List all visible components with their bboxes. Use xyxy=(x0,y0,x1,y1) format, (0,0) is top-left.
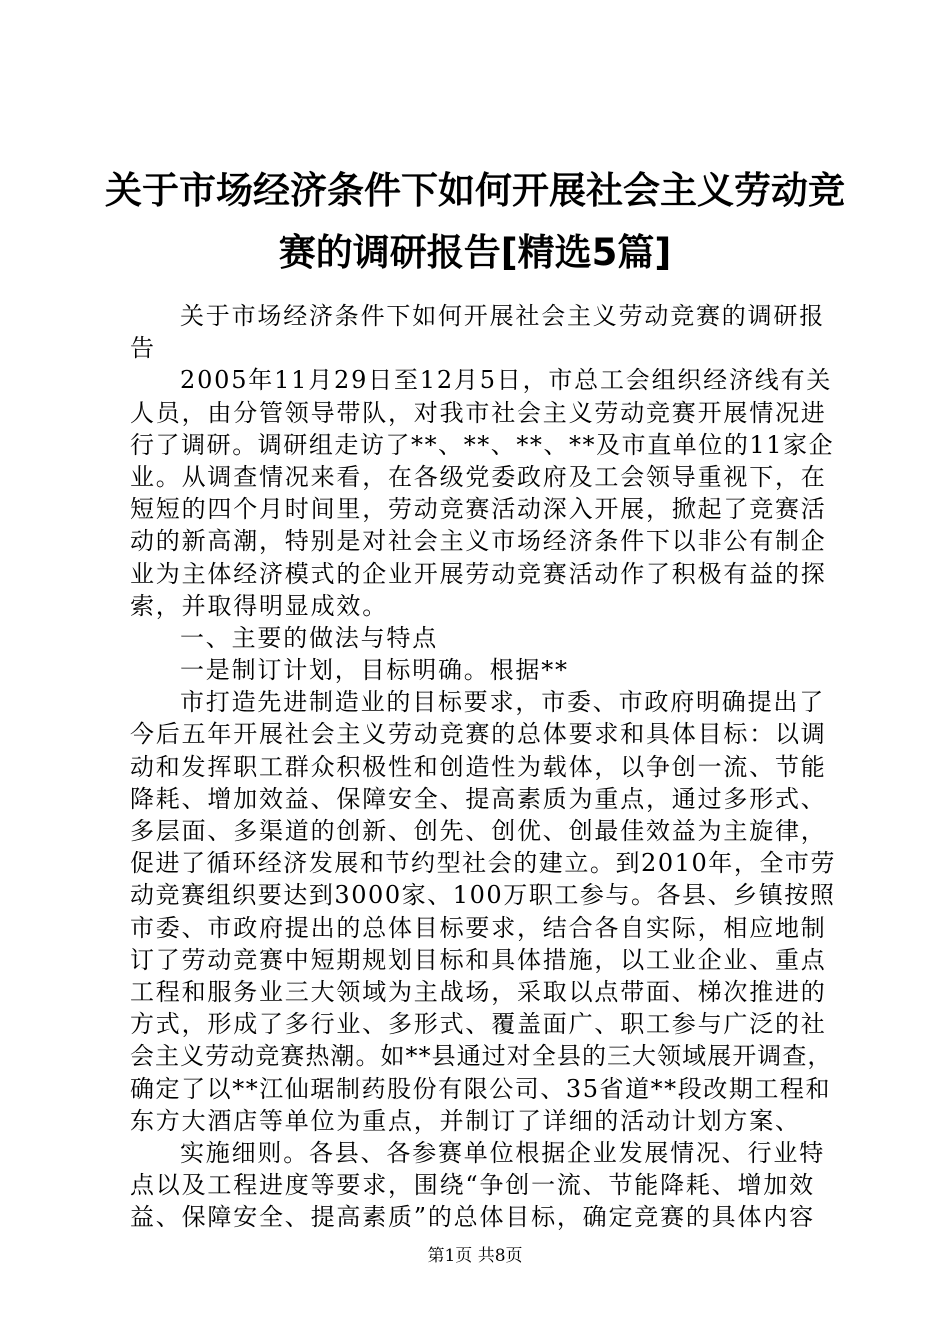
body-line: 会主义劳动竞赛热潮。如**县通过对全县的三大领域展开调查， xyxy=(130,1042,833,1071)
body-line: 短短的四个月时间里，劳动竞赛活动深入开展，掀起了竞赛活 xyxy=(130,495,827,524)
body-line: 促进了循环经济发展和节约型社会的建立。到2010年，全市劳 xyxy=(130,849,837,878)
body-line: 市委、市政府提出的总体目标要求，结合各自实际，相应地制 xyxy=(130,913,827,942)
body-line: 市打造先进制造业的目标要求，市委、市政府明确提出了 xyxy=(180,688,825,717)
body-line: 方式，形成了多行业、多形式、覆盖面广、职工参与广泛的社 xyxy=(130,1010,827,1039)
body-line: 一、主要的做法与特点 xyxy=(180,623,438,652)
body-line: 动和发挥职工群众积极性和创造性为载体，以争创一流、节能 xyxy=(130,752,827,781)
body-line: 关于市场经济条件下如何开展社会主义劳动竞赛的调研报 xyxy=(180,302,825,330)
body-line: 降耗、增加效益、保障安全、提高素质为重点，通过多形式、 xyxy=(130,784,827,813)
body-line: 人员，由分管领导带队，对我市社会主义劳动竞赛开展情况进 xyxy=(130,398,827,427)
body-line: 行了调研。调研组走访了**、**、**、**及市直单位的11家企 xyxy=(130,430,835,459)
body-line: 确定了以**江仙琚制药股份有限公司、35省道**段改期工程和 xyxy=(130,1074,832,1103)
body-line: 告 xyxy=(130,334,156,363)
body-line: 一是制订计划，目标明确。根据** xyxy=(180,656,569,685)
title-line-2: 赛的调研报告[精选5篇] xyxy=(278,231,672,274)
body-line: 业为主体经济模式的企业开展劳动竞赛活动作了积极有益的探 xyxy=(130,559,827,588)
body-line: 实施细则。各县、各参赛单位根据企业发展情况、行业特 xyxy=(180,1138,825,1167)
body-line: 东方大酒店等单位为重点，并制订了详细的活动计划方案、 xyxy=(130,1106,801,1135)
body-line: 益、保障安全、提高素质”的总体目标，确定竞赛的具体内容 xyxy=(130,1203,815,1232)
body-line: 点以及工程进度等要求，围绕“争创一流、节能降耗、增加效 xyxy=(130,1171,815,1200)
body-line: 订了劳动竞赛中短期规划目标和具体措施，以工业企业、重点 xyxy=(130,945,827,974)
body-line: 工程和服务业三大领域为主战场，采取以点带面、梯次推进的 xyxy=(130,977,827,1006)
body-line: 索，并取得明显成效。 xyxy=(130,591,388,620)
title-line-1: 关于市场经济条件下如何开展社会主义劳动竞 xyxy=(105,169,845,212)
body-line: 今后五年开展社会主义劳动竞赛的总体要求和具体目标：以调 xyxy=(130,720,827,749)
body-line: 多层面、多渠道的创新、创先、创优、创最佳效益为主旋律， xyxy=(130,817,827,845)
body-line: 2005年11月29日至12月5日，市总工会组织经济线有关 xyxy=(180,366,833,395)
page-footer: 第1页 共8页 xyxy=(427,1246,523,1266)
body-line: 业。从调查情况来看，在各级党委政府及工会领导重视下，在 xyxy=(130,462,827,491)
document-body xyxy=(130,300,836,1233)
document-title xyxy=(100,160,850,284)
body-line: 动的新高潮，特别是对社会主义市场经济条件下以非公有制企 xyxy=(130,527,827,556)
body-line: 动竞赛组织要达到3000家、100万职工参与。各县、乡镇按照 xyxy=(130,881,836,910)
